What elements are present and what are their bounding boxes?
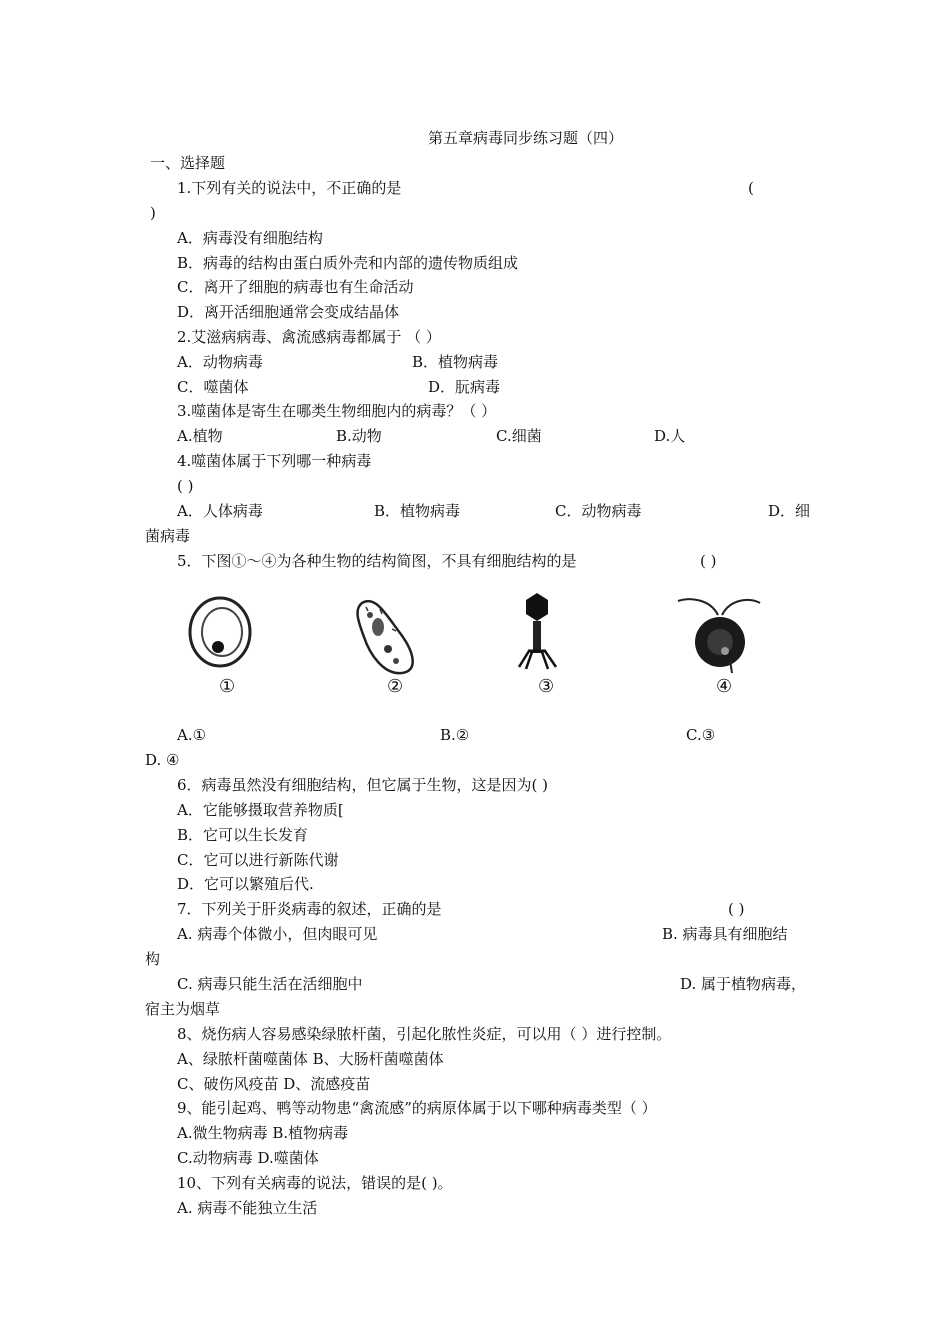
question-3-option-c: C.细菌 [496,427,542,445]
question-7-option-d: D. 属于植物病毒， [680,975,807,993]
question-4-stem: 4.噬菌体属于下列哪一种病毒 [177,452,372,470]
question-7-option-b: B. 病毒具有细胞结 [662,925,788,943]
question-5-option-c: C.③ [686,726,716,744]
question-9-stem: 9、能引起鸡、鸭等动物患“禽流感”的病原体属于以下哪种病毒类型（ ） [177,1099,657,1117]
question-3-option-d: D.人 [654,427,686,445]
figure-label-1: ① [219,676,236,697]
question-4-option-d: D．细 [768,502,811,520]
question-4-paren: ( ) [177,477,194,495]
figure-label-4: ④ [716,676,733,697]
question-5-option-b: B.② [440,726,470,744]
question-3-option-b: B.动物 [336,427,382,445]
question-4-option-d-cont: 菌病毒 [145,527,191,545]
question-6-option-b: B．它可以生长发育 [177,826,309,844]
question-5-option-d: D. ④ [145,751,180,769]
question-10-stem: 10、下列有关病毒的说法，错误的是( )。 [177,1174,453,1192]
question-7-paren: ( ) [728,900,745,918]
question-4-option-c: C．动物病毒 [555,502,642,520]
question-2-option-c: C．噬菌体 [177,378,249,396]
question-3-option-a: A.植物 [177,427,223,445]
section-heading: 一、选择题 [150,154,226,172]
question-2-option-b: B．植物病毒 [412,353,499,371]
question-5-stem: 5．下图①～④为各种生物的结构简图，不具有细胞结构的是 [177,552,577,570]
question-4-option-a: A．人体病毒 [177,502,263,520]
question-7-option-b-cont: 构 [145,950,161,968]
question-1-option-a: A．病毒没有细胞结构 [177,229,323,247]
figure-4-algae-image [678,599,760,673]
question-6-option-c: C．它可以进行新陈代谢 [177,851,339,869]
question-8-options-ab: A、绿脓杆菌噬菌体 B、大肠杆菌噬菌体 [177,1050,444,1068]
question-6-stem: 6．病毒虽然没有细胞结构，但它属于生物，这是因为( ) [177,776,549,794]
question-2-option-a: A．动物病毒 [177,353,263,371]
organism-figure [170,585,770,680]
question-8-options-cd: C、破伤风疫苗 D、流感疫苗 [177,1075,371,1093]
question-1-option-c: C．离开了细胞的病毒也有生命活动 [177,278,414,296]
figure-1-cell-image [190,598,250,666]
question-2-stem: 2.艾滋病病毒、禽流感病毒都属于 （ ） [177,328,441,346]
question-6-option-d: D．它可以繁殖后代. [177,875,314,893]
question-2-option-d: D．朊病毒 [428,378,501,396]
question-5-option-a: A.① [177,726,207,744]
question-1-option-d: D．离开活细胞通常会变成结晶体 [177,303,400,321]
question-7-option-c: C. 病毒只能生活在活细胞中 [177,975,363,993]
question-9-options-cd: C.动物病毒 D.噬菌体 [177,1149,319,1167]
question-3-stem: 3.噬菌体是寄生在哪类生物细胞内的病毒？（ ） [177,402,497,420]
question-10-option-a: A. 病毒不能独立生活 [177,1199,318,1217]
question-1-stem: 1.下列有关的说法中，不正确的是 [177,179,402,197]
question-9-options-ab: A.微生物病毒 B.植物病毒 [177,1124,349,1142]
question-7-stem: 7．下列关于肝炎病毒的叙述，正确的是 [177,900,442,918]
question-7-option-a: A. 病毒个体微小，但肉眼可见 [177,925,378,943]
question-1-paren-close: ) [150,204,156,222]
question-4-option-b: B．植物病毒 [374,502,461,520]
figure-label-2: ② [387,676,404,697]
figure-2-protist-image [358,601,413,673]
figure-3-phage-image [519,593,556,669]
question-5-paren: ( ) [700,552,717,570]
figure-label-3: ③ [538,676,555,697]
page-title: 第五章病毒同步练习题（四） [428,129,624,147]
question-6-option-a: A．它能够摄取营养物质[ [177,801,344,819]
question-1-paren-open: ( [748,179,754,197]
question-8-stem: 8、烧伤病人容易感染绿脓杆菌，引起化脓性炎症，可以用（ ）进行控制。 [177,1025,672,1043]
question-7-option-d-cont: 宿主为烟草 [145,1000,221,1018]
question-1-option-b: B．病毒的结构由蛋白质外壳和内部的遗传物质组成 [177,254,519,272]
